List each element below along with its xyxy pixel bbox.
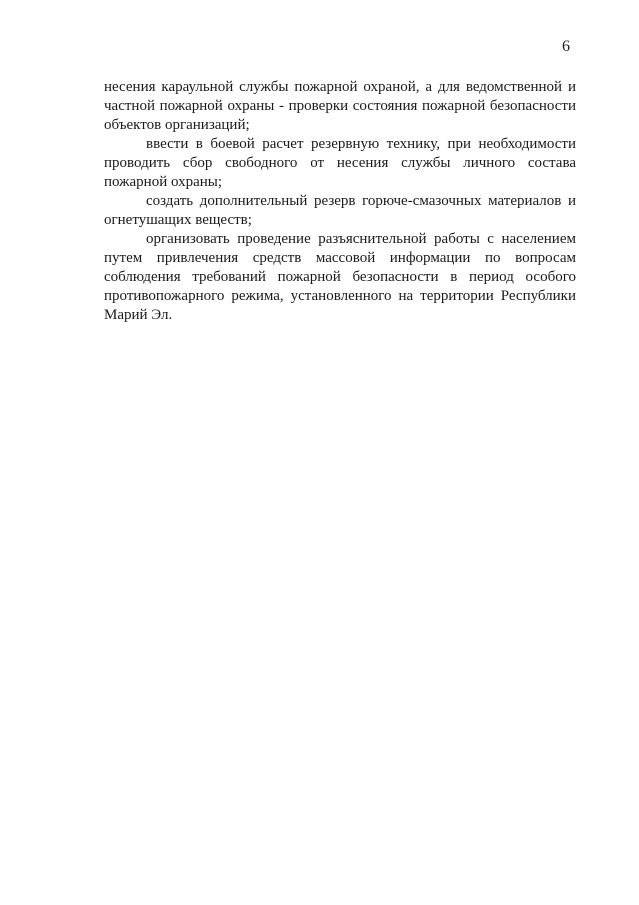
paragraph-2: ввести в боевой расчет резервную технику, при необходимости проводить сбор свободного от несения службы личного состава пожарной охраны; [104,136,576,190]
paragraph-3: создать дополнительный резерв горюче-смазочных материалов и огнетушащих веществ; [104,193,576,228]
paragraph-1: несения караульной службы пожарной охраной, а для ведомственной и частной пожарной охраны - проверки состояния пожарной безопасности объектов организаций; [104,79,576,133]
document-body [104,78,576,325]
page-number: 6 [562,38,570,55]
paragraph-4: организовать проведение разъяснительной работы с населением путем привлечения средств массовой информации по вопросам соблюдения требований пожарной безопасности в период особого противопожарного режима, установленного на территории Республики Марий Эл. [104,231,576,323]
